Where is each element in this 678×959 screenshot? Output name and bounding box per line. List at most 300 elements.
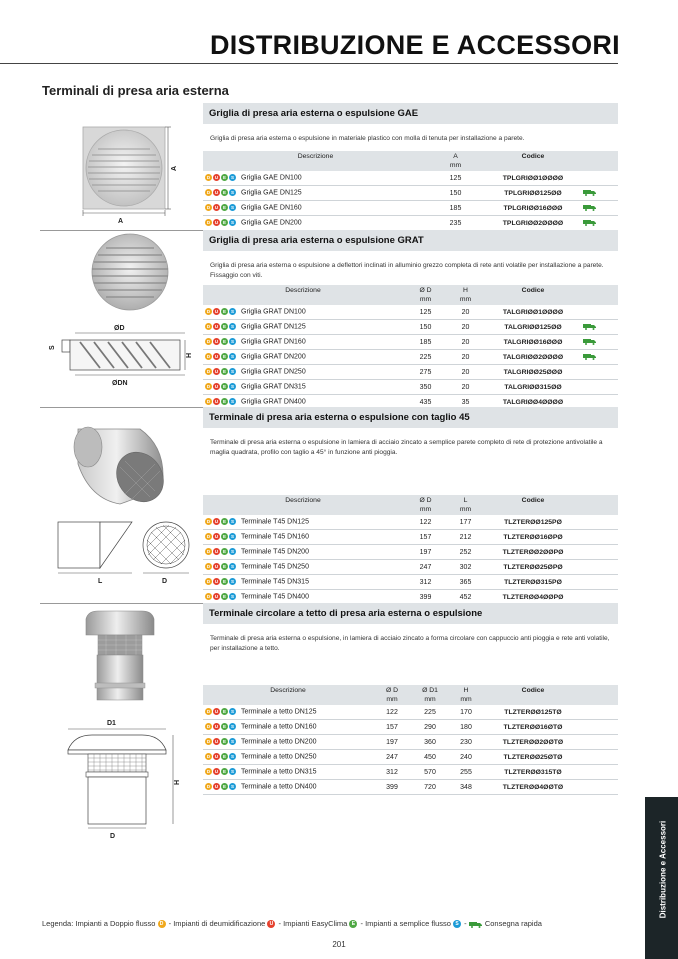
doppio-flusso-icon: D	[206, 384, 211, 390]
doppio-flusso-icon: D	[206, 564, 211, 570]
col-codice: Codice	[521, 687, 545, 694]
semplice-flusso-icon: S	[230, 339, 234, 345]
system-icons	[205, 398, 237, 405]
row-description	[203, 750, 373, 765]
easyclima-icon: E	[222, 175, 226, 181]
doppio-flusso-icon: D	[206, 220, 211, 226]
system-icons	[205, 563, 237, 570]
legend-dash: -	[464, 919, 467, 928]
col-codice: Codice	[521, 287, 545, 294]
tetto-table-header	[203, 685, 618, 705]
semplice-flusso-icon: S	[230, 354, 234, 360]
row-dimension: 150	[403, 320, 448, 335]
row-dimension: 125	[428, 171, 483, 186]
row-dimension: 570	[411, 765, 449, 780]
page-title: DISTRIBUZIONE E ACCESSORI	[209, 30, 620, 60]
semplice-flusso-icon: S	[230, 594, 234, 600]
doppio-flusso-icon: D	[206, 784, 211, 790]
row-dimension: 399	[403, 590, 448, 605]
deumidificazione-icon: U	[214, 339, 219, 345]
page-subtitle: Terminali di presa aria esterna	[42, 83, 229, 98]
easyclima-icon: E	[222, 369, 226, 375]
product-name: Terminale T45 DN160	[241, 533, 309, 541]
row-dimension: 125	[403, 305, 448, 320]
semplice-flusso-icon: S	[230, 369, 234, 375]
semplice-flusso-icon: S	[230, 384, 234, 390]
row-delivery	[583, 515, 618, 530]
row-dimension: 365	[448, 575, 483, 590]
table-row	[203, 530, 618, 545]
system-icons	[205, 708, 237, 715]
row-description	[203, 720, 373, 735]
doppio-flusso-icon: D	[206, 324, 211, 330]
row-dimension: 212	[448, 530, 483, 545]
easyclima-icon: E	[222, 769, 226, 775]
row-dimension: 312	[373, 765, 411, 780]
row-description	[203, 335, 403, 350]
doppio-flusso-icon: D	[206, 754, 211, 760]
row-dimension: 225	[411, 705, 449, 720]
system-icons	[205, 323, 237, 330]
product-name: Terminale a tetto DN125	[241, 708, 317, 716]
col-diametro: Ø D mm	[419, 287, 432, 303]
row-delivery	[583, 705, 618, 720]
product-code: TLZTERØØ25ØPØ	[483, 560, 583, 575]
row-description	[203, 575, 403, 590]
easyclima-icon: E	[222, 579, 226, 585]
system-icons	[205, 738, 237, 745]
legend	[42, 919, 542, 928]
row-dimension: 350	[403, 380, 448, 395]
row-dimension: 435	[403, 395, 448, 410]
product-code: TLZTERØØ125TØ	[483, 705, 583, 720]
section-gae	[40, 103, 618, 230]
table-row	[203, 380, 618, 395]
row-dimension: 450	[411, 750, 449, 765]
row-dimension: 360	[411, 735, 449, 750]
semplice-flusso-icon: S	[230, 175, 234, 181]
truck-icon	[583, 323, 597, 330]
row-description	[203, 350, 403, 365]
product-name: Terminale T45 DN315	[241, 578, 309, 586]
table-row	[203, 335, 618, 350]
row-delivery	[583, 186, 618, 201]
deumidificazione-icon: U	[214, 324, 219, 330]
table-row	[203, 171, 618, 186]
row-delivery	[583, 530, 618, 545]
grat-dim-od: ØD	[114, 325, 125, 332]
row-delivery	[583, 720, 618, 735]
section-tetto	[40, 603, 618, 840]
col-diametro: Ø D mm	[385, 687, 399, 703]
row-delivery	[583, 780, 618, 795]
deumidificazione-icon: U	[214, 399, 219, 405]
semplice-flusso-icon: S	[230, 534, 234, 540]
row-dimension: 150	[428, 186, 483, 201]
doppio-flusso-icon: D	[206, 309, 211, 315]
row-description	[203, 216, 428, 231]
grat-dim-h: H	[186, 352, 193, 358]
table-row	[203, 320, 618, 335]
table-row	[203, 350, 618, 365]
row-dimension: 122	[403, 515, 448, 530]
row-dimension: 180	[449, 720, 483, 735]
legend-semplice-flusso: - Impianti a semplice flusso	[360, 919, 451, 928]
row-dimension: 35	[448, 395, 483, 410]
easyclima-icon: E	[222, 784, 226, 790]
product-code: TALGRIØØ16ØØØ	[483, 335, 583, 350]
semplice-flusso-icon: S	[230, 724, 234, 730]
product-code: TALGRIØØ1ØØØØ	[483, 305, 583, 320]
table-row	[203, 575, 618, 590]
section-grat-description: Griglia di presa aria esterna o espulsione a deflettori inclinati in alluminio grezzo completa di rete anti volatile per installazione a parete. Fissaggio con viti.	[210, 262, 604, 279]
product-code: TPLGRIØØ1ØØØØ	[483, 171, 583, 186]
grat-dim-odn: ØDN	[112, 380, 128, 387]
row-dimension: 290	[411, 720, 449, 735]
semplice-flusso-icon: S	[230, 564, 234, 570]
row-dimension: 20	[448, 380, 483, 395]
tetto-drawing	[40, 605, 200, 850]
product-name: Griglia GRAT DN100	[241, 308, 306, 316]
deumidificazione-icon: U	[214, 220, 219, 226]
product-name: Griglia GRAT DN400	[241, 398, 306, 406]
col-h: H mm	[460, 687, 472, 703]
deumidificazione-icon: U	[214, 205, 219, 211]
table-row	[203, 735, 618, 750]
product-name: Terminale a tetto DN400	[241, 783, 317, 791]
doppio-flusso-icon: D	[206, 549, 211, 555]
doppio-flusso-icon: D	[206, 354, 211, 360]
easyclima-icon: E	[222, 709, 226, 715]
row-delivery	[583, 545, 618, 560]
row-dimension: 247	[373, 750, 411, 765]
semplice-flusso-icon: S	[230, 754, 234, 760]
row-dimension: 275	[403, 365, 448, 380]
product-code: TALGRIØØ4ØØØØ	[483, 395, 583, 410]
row-description	[203, 765, 373, 780]
system-icons	[205, 219, 237, 226]
row-delivery	[583, 305, 618, 320]
deumidificazione-icon: U	[214, 175, 219, 181]
easyclima-icon: E	[222, 519, 226, 525]
system-icons	[205, 578, 237, 585]
easyclima-icon: E	[222, 339, 226, 345]
system-icons	[205, 783, 237, 790]
grat-drawing	[40, 232, 200, 412]
row-dimension: 170	[449, 705, 483, 720]
row-delivery	[583, 365, 618, 380]
product-name: Griglia GRAT DN160	[241, 338, 306, 346]
row-description	[203, 705, 373, 720]
side-tab	[645, 797, 678, 959]
easyclima-icon: E	[222, 754, 226, 760]
product-code: TPLGRIØØ16ØØØ	[483, 201, 583, 216]
doppio-flusso-icon: D	[206, 739, 211, 745]
row-dimension: 20	[448, 365, 483, 380]
row-dimension: 247	[403, 560, 448, 575]
product-code: TLZTERØØ315TØ	[483, 765, 583, 780]
row-dimension: 312	[403, 575, 448, 590]
table-row	[203, 705, 618, 720]
row-description	[203, 380, 403, 395]
semplice-flusso-icon: S	[230, 739, 234, 745]
row-delivery	[583, 560, 618, 575]
system-icons	[205, 753, 237, 760]
semplice-flusso-icon: S	[230, 205, 234, 211]
side-tab-label: Distribuzione e Accessori	[658, 820, 668, 919]
easyclima-icon: E	[222, 309, 226, 315]
system-icons	[205, 768, 237, 775]
deumidificazione-icon: U	[214, 384, 219, 390]
row-description	[203, 186, 428, 201]
row-dimension: 240	[449, 750, 483, 765]
semplice-flusso-icon: S	[453, 920, 461, 928]
section-t45-description: Terminale di presa aria esterna o espulsione in lamiera di acciaio zincato a semplice parete completo di rete di protezione antivolatile a maglia quadrata, profilo con taglio a 45° in funzione anti pioggia.	[210, 439, 603, 456]
col-codice: Codice	[521, 153, 545, 160]
semplice-flusso-icon: S	[230, 579, 234, 585]
product-code: TLZTERØØ16ØTØ	[483, 720, 583, 735]
legend-prefix: Legenda: Impianti a Doppio flusso	[42, 919, 156, 928]
row-delivery	[583, 320, 618, 335]
t45-dim-d: D	[162, 578, 168, 585]
table-row	[203, 201, 618, 216]
doppio-flusso-icon: D	[206, 534, 211, 540]
row-description	[203, 515, 403, 530]
row-delivery	[583, 171, 618, 186]
row-description	[203, 545, 403, 560]
system-icons	[205, 518, 237, 525]
deumidificazione-icon: U	[214, 754, 219, 760]
doppio-flusso-icon: D	[206, 175, 211, 181]
truck-icon	[583, 219, 597, 226]
easyclima-icon: E	[222, 534, 226, 540]
row-dimension: 348	[449, 780, 483, 795]
row-delivery	[583, 216, 618, 231]
deumidificazione-icon: U	[214, 534, 219, 540]
deumidificazione-icon: U	[214, 309, 219, 315]
deumidificazione-icon: U	[214, 769, 219, 775]
product-name: Griglia GRAT DN125	[241, 323, 306, 331]
easyclima-icon: E	[222, 354, 226, 360]
grat-table-header	[203, 285, 618, 305]
doppio-flusso-icon: D	[206, 205, 211, 211]
deumidificazione-icon: U	[214, 519, 219, 525]
grat-table	[203, 285, 618, 410]
system-icons	[205, 189, 237, 196]
easyclima-icon: E	[222, 724, 226, 730]
semplice-flusso-icon: S	[230, 220, 234, 226]
col-descrizione: Descrizione	[285, 287, 321, 294]
product-name: Terminale T45 DN400	[241, 593, 309, 601]
row-dimension: 197	[403, 545, 448, 560]
product-code: TLZTERØØ16ØPØ	[483, 530, 583, 545]
col-l: L mm	[459, 497, 472, 513]
system-icons	[205, 368, 237, 375]
col-a: A mm	[449, 153, 462, 169]
section-tetto-title: Terminale circolare a tetto di presa aria esterna o espulsione	[203, 603, 618, 624]
product-name: Griglia GAE DN125	[241, 189, 302, 197]
row-delivery	[583, 765, 618, 780]
gae-drawing	[40, 105, 200, 235]
product-name: Griglia GAE DN100	[241, 174, 302, 182]
semplice-flusso-icon: S	[230, 709, 234, 715]
product-name: Griglia GRAT DN250	[241, 368, 306, 376]
table-row	[203, 780, 618, 795]
row-dimension: 399	[373, 780, 411, 795]
gae-table-body	[203, 171, 618, 231]
table-row	[203, 186, 618, 201]
easyclima-icon: E	[222, 739, 226, 745]
title-rule	[0, 63, 618, 64]
product-name: Terminale T45 DN125	[241, 518, 309, 526]
row-description	[203, 201, 428, 216]
product-name: Griglia GRAT DN315	[241, 383, 306, 391]
easyclima-icon: E	[222, 205, 226, 211]
truck-icon	[469, 921, 483, 928]
semplice-flusso-icon: S	[230, 399, 234, 405]
product-code: TLZTERØØ2ØØTØ	[483, 735, 583, 750]
row-description	[203, 735, 373, 750]
product-name: Griglia GAE DN200	[241, 219, 302, 227]
section-gae-description: Griglia di presa aria esterna o espulsione in materiale plastico con molla di tenuta per installazione a parete.	[210, 135, 525, 142]
deumidificazione-icon: U	[214, 549, 219, 555]
gae-dim-a-horizontal: A	[118, 218, 124, 225]
semplice-flusso-icon: S	[230, 309, 234, 315]
row-description	[203, 305, 403, 320]
section-t45-title: Terminale di presa aria esterna o espulsione con taglio 45	[203, 407, 618, 428]
col-codice: Codice	[521, 497, 545, 504]
gae-table	[203, 151, 618, 231]
easyclima-icon: E	[222, 190, 226, 196]
tetto-table	[203, 685, 618, 795]
doppio-flusso-icon: D	[206, 190, 211, 196]
doppio-flusso-icon: D	[206, 579, 211, 585]
product-code: TPLGRIØØ2ØØØØ	[483, 216, 583, 231]
row-dimension: 452	[448, 590, 483, 605]
product-code: TALGRIØØ125ØØ	[483, 320, 583, 335]
row-dimension: 122	[373, 705, 411, 720]
product-code: TALGRIØØ25ØØØ	[483, 365, 583, 380]
gae-table-header	[203, 151, 618, 171]
semplice-flusso-icon: S	[230, 769, 234, 775]
doppio-flusso-icon: D	[206, 519, 211, 525]
doppio-flusso-icon: D	[206, 369, 211, 375]
t45-table	[203, 495, 618, 605]
product-name: Terminale T45 DN200	[241, 548, 309, 556]
truck-icon	[583, 338, 597, 345]
row-delivery	[583, 380, 618, 395]
legend-consegna-rapida: Consegna rapida	[484, 919, 542, 928]
easyclima-icon: E	[349, 920, 357, 928]
row-description	[203, 780, 373, 795]
tetto-dim-h: H	[174, 779, 181, 785]
row-dimension: 185	[428, 201, 483, 216]
page-number: 201	[332, 940, 346, 949]
table-row	[203, 365, 618, 380]
row-dimension: 197	[373, 735, 411, 750]
table-row	[203, 720, 618, 735]
easyclima-icon: E	[222, 549, 226, 555]
product-name: Terminale a tetto DN250	[241, 753, 317, 761]
semplice-flusso-icon: S	[230, 549, 234, 555]
product-code: TALGRIØØ2ØØØØ	[483, 350, 583, 365]
row-dimension: 302	[448, 560, 483, 575]
product-name: Griglia GRAT DN200	[241, 353, 306, 361]
row-dimension: 720	[411, 780, 449, 795]
col-descrizione: Descrizione	[285, 497, 321, 504]
truck-icon	[583, 204, 597, 211]
section-gae-title: Griglia di presa aria esterna o espulsione GAE	[203, 103, 618, 124]
product-name: Terminale a tetto DN200	[241, 738, 317, 746]
row-dimension: 177	[448, 515, 483, 530]
legend-easyclima: - Impianti EasyClima	[278, 919, 348, 928]
semplice-flusso-icon: S	[230, 324, 234, 330]
table-row	[203, 545, 618, 560]
product-name: Terminale a tetto DN160	[241, 723, 317, 731]
row-dimension: 255	[449, 765, 483, 780]
grat-table-body	[203, 305, 618, 410]
grat-dim-s: S	[49, 345, 56, 350]
doppio-flusso-icon: D	[206, 769, 211, 775]
doppio-flusso-icon: D	[158, 920, 166, 928]
deumidificazione-icon: U	[214, 594, 219, 600]
truck-icon	[583, 353, 597, 360]
product-code: TALGRIØØ315ØØ	[483, 380, 583, 395]
row-dimension: 20	[448, 335, 483, 350]
deumidificazione-icon: U	[214, 190, 219, 196]
system-icons	[205, 174, 237, 181]
easyclima-icon: E	[222, 324, 226, 330]
table-row	[203, 305, 618, 320]
system-icons	[205, 204, 237, 211]
row-dimension: 157	[373, 720, 411, 735]
easyclima-icon: E	[222, 594, 226, 600]
row-dimension: 157	[403, 530, 448, 545]
row-description	[203, 320, 403, 335]
product-code: TPLGRIØØ125ØØ	[483, 186, 583, 201]
table-row	[203, 560, 618, 575]
system-icons	[205, 338, 237, 345]
deumidificazione-icon: U	[214, 784, 219, 790]
deumidificazione-icon: U	[267, 920, 275, 928]
table-row	[203, 750, 618, 765]
row-dimension: 20	[448, 305, 483, 320]
tetto-dim-d: D	[110, 833, 116, 840]
section-t45	[40, 407, 618, 603]
easyclima-icon: E	[222, 220, 226, 226]
row-description	[203, 171, 428, 186]
col-diametro: Ø D mm	[419, 497, 432, 513]
doppio-flusso-icon: D	[206, 724, 211, 730]
system-icons	[205, 383, 237, 390]
tetto-table-body	[203, 705, 618, 795]
deumidificazione-icon: U	[214, 709, 219, 715]
doppio-flusso-icon: D	[206, 709, 211, 715]
t45-table-body	[203, 515, 618, 605]
deumidificazione-icon: U	[214, 354, 219, 360]
row-description	[203, 365, 403, 380]
easyclima-icon: E	[222, 399, 226, 405]
product-name: Terminale T45 DN250	[241, 563, 309, 571]
col-h: H mm	[459, 287, 472, 303]
product-code: TLZTERØØ4ØØTØ	[483, 780, 583, 795]
row-dimension: 225	[403, 350, 448, 365]
row-description	[203, 530, 403, 545]
row-delivery	[583, 335, 618, 350]
section-tetto-description: Terminale di presa aria esterna o espulsione, in lamiera di acciaio zincato a forma circolare con cappuccio anti pioggia e rete anti volatile, per installazione a tetto.	[210, 635, 610, 652]
row-dimension: 235	[428, 216, 483, 231]
deumidificazione-icon: U	[214, 739, 219, 745]
